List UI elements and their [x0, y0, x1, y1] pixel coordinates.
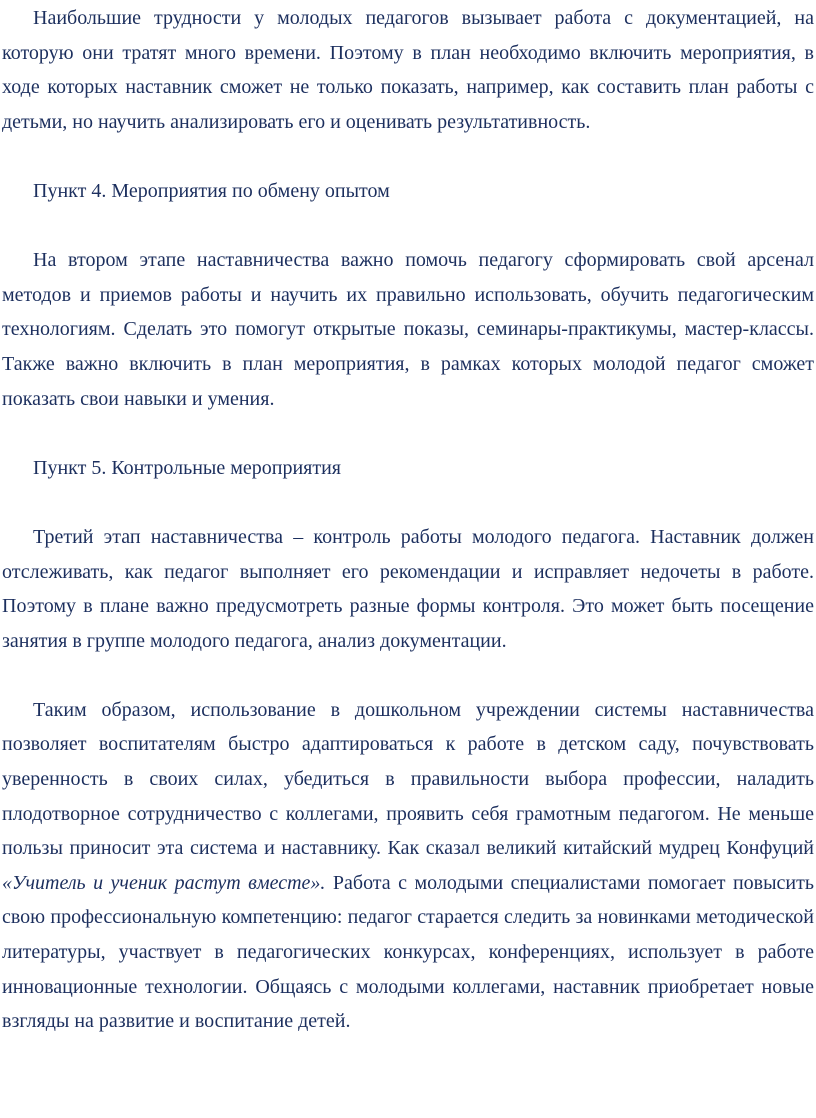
paragraph-conclusion — [2, 693, 814, 1039]
confucius-quote: «Учитель и ученик растут вместе». — [2, 871, 326, 894]
section-heading-5: Пункт 5. Контрольные мероприятия — [33, 456, 342, 479]
conclusion-text-start: Таким образом, использование в дошкольном учреждении системы наставничества позволяет воспитателям быстро адаптироваться к работе в детском саду, почувствовать уверенность в своих силах, убедиться в правильности выбора профессии, наладить плодотворное сотрудничество с коллегами, проявить себя грамотным педагогом. Не меньше пользы приносит эта система и наставнику. Как сказал великий китайский мудрец Конфуций — [2, 698, 814, 860]
paragraph-documentation: Наибольшие трудности у молодых педагогов вызывает работа с документацией, на которую они тратят много времени. Поэтому в план необходимо включить мероприятия, в ходе которых наставник сможет не только показать, например, как составить план работы с детьми, но научить анализировать его и оценивать результативность. — [2, 7, 814, 133]
conclusion-text-end: Работа с молодыми специалистами помогает повысить свою профессиональную компетенцию: педагог старается следить за новинками методической литературы, участвует в педагогических конкурсах, конференциях, использует в работе инновационные технологии. Общаясь с молодыми коллегами, наставник приобретает новые взгляды на развитие и воспитание детей. — [2, 871, 814, 1033]
section-heading-4: Пункт 4. Мероприятия по обмену опытом — [33, 179, 390, 202]
paragraph-gap — [2, 139, 814, 174]
paragraph-control: Третий этап наставничества – контроль работы молодого педагога. Наставник должен отслеживать, как педагог выполняет его рекомендации и исправляет недочеты в работе. Поэтому в плане важно предусмотреть разные формы контроля. Это может быть посещение занятия в группе молодого педагога, анализ документации. — [2, 525, 814, 652]
paragraph-gap — [2, 209, 814, 244]
paragraph-gap — [2, 416, 814, 451]
paragraph-experience-exchange: На втором этапе наставничества важно помочь педагогу сформировать свой арсенал методов и приемов работы и научить их правильно использовать, обучить педагогическим технологиям. Сделать это помогут открытые показы, семинары-практикумы, мастер-классы. Также важно включить в план мероприятия, в рамках которых молодой педагог сможет показать свои навыки и умения. — [2, 249, 814, 410]
paragraph-gap — [2, 485, 814, 520]
paragraph-gap — [2, 658, 814, 693]
